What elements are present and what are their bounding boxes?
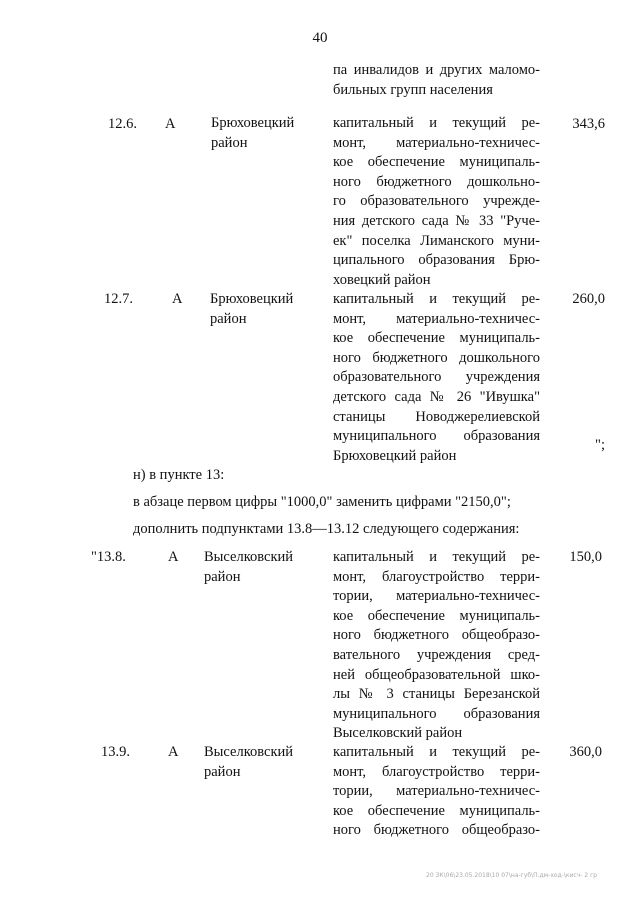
row-number: 13.9. (101, 744, 130, 760)
description-line: ховецкий район (333, 271, 431, 288)
row-category: А (165, 116, 176, 132)
carryover-line: па инвалидов и других маломо- (333, 62, 540, 78)
description-line: образовательного учреждения (333, 369, 540, 386)
row-description (333, 114, 540, 290)
row-number: 12.7. (104, 291, 133, 307)
row-category: А (168, 744, 179, 760)
district-line: Брюховецкий (210, 291, 294, 307)
description-line: ного бюджетного общеобразо- (333, 627, 540, 644)
description-line: тории, материально-техничес- (333, 783, 540, 800)
row-amount: 260,0 (572, 291, 605, 307)
row-category: А (168, 549, 179, 565)
description-line: монт, материально-техничес- (333, 134, 540, 151)
description-line: ного бюджетного дошкольно- (333, 173, 540, 190)
description-line: ного бюджетного общеобразо- (333, 822, 540, 839)
description-line: детского сада № 26 "Ивушка" (333, 388, 540, 405)
district-line: район (210, 310, 247, 327)
description-line: кое обеспечение муниципаль- (333, 154, 540, 171)
footer-filepath: 20 ЗК\06\23.05.2018\10 07\на-губ\П.дм-ход-\кисч- 2 гр (426, 872, 598, 879)
description-line: муниципального образования (333, 428, 540, 445)
description-line: капитальный и текущий ре- (333, 291, 540, 307)
description-line: вательного учреждения сред- (333, 646, 540, 663)
description-line: кое обеспечение муниципаль- (333, 802, 540, 819)
description-line: тории, материально-техничес- (333, 588, 540, 605)
paragraph: н) в пункте 13: (133, 467, 225, 483)
carryover-description (333, 61, 540, 100)
description-line: капитальный и текущий ре- (333, 549, 540, 565)
row-district (204, 743, 293, 782)
description-line: капитальный и текущий ре- (333, 744, 540, 760)
description-line: монт, материально-техничес- (333, 310, 540, 327)
district-line: район (204, 763, 241, 780)
description-line: кое обеспечение муниципаль- (333, 330, 540, 347)
row-description (333, 743, 540, 841)
district-line: Выселковский (204, 549, 294, 565)
paragraph: в абзаце первом цифры "1000,0" заменить цифрами "2150,0"; (133, 494, 511, 510)
row-amount: 150,0 (569, 549, 602, 565)
description-line: го образовательного учрежде- (333, 193, 540, 210)
carryover-line: бильных групп населения (333, 81, 493, 98)
row-district (204, 548, 293, 587)
description-line: Выселковский район (333, 725, 463, 742)
description-line: капитальный и текущий ре- (333, 115, 540, 131)
page-number: 40 (312, 30, 328, 46)
description-line: лы № 3 станицы Березанской (333, 686, 540, 703)
paragraph: дополнить подпунктами 13.8—13.12 следующего содержания: (133, 521, 520, 537)
district-line: Брюховецкий (211, 115, 295, 131)
row-category: А (172, 291, 183, 307)
district-line: Выселковский (204, 744, 294, 760)
description-line: ного бюджетного дошкольного (333, 349, 540, 366)
description-line: ния детского сада № 33 "Руче- (333, 212, 540, 229)
row-number: 12.6. (108, 116, 137, 132)
description-line: ципального образования Брю- (333, 252, 540, 269)
district-line: район (211, 134, 248, 151)
description-line: кое обеспечение муниципаль- (333, 607, 540, 624)
description-line: ней общеобразовательной шко- (333, 666, 540, 683)
row-description (333, 548, 540, 744)
description-line: монт, благоустройство терри- (333, 763, 540, 780)
row-district (210, 290, 293, 329)
description-line: Брюховецкий район (333, 447, 457, 464)
description-line: ек" поселка Лиманского муни- (333, 232, 540, 249)
row-description (333, 290, 540, 466)
description-line: монт, благоустройство терри- (333, 568, 540, 585)
description-line: станицы Новоджерелиевской (333, 408, 540, 425)
district-line: район (204, 568, 241, 585)
row-district (211, 114, 294, 153)
row-amount: 360,0 (569, 744, 602, 760)
description-line: муниципального образования (333, 705, 540, 722)
row-number: "13.8. (91, 549, 126, 565)
row-amount: 343,6 (572, 116, 605, 132)
closing-quote: "; (595, 437, 605, 453)
